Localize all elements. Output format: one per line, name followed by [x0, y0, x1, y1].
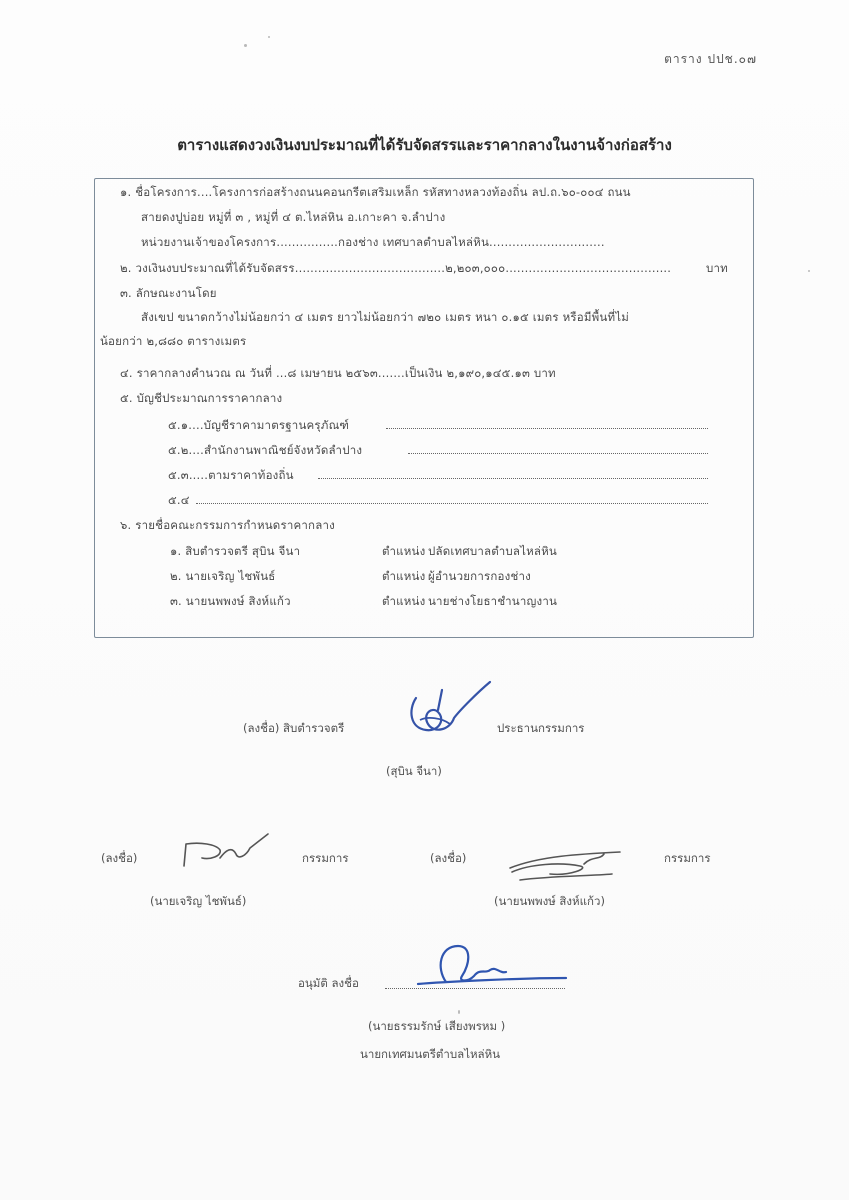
left-signature-mark: [180, 832, 275, 872]
form-code: ตาราง ปปช.๐๗: [664, 52, 757, 66]
committee-2-position-label: ตำแหน่ง: [382, 569, 426, 583]
approval-signature-mark: [410, 938, 570, 994]
item-5-3: ๕.๓.....ตามราคาท้องถิ่น: [168, 468, 294, 482]
owner-unit-label: หน่วยงานเจ้าของโครงการ: [141, 235, 277, 249]
item-5-2: ๕.๒....สำนักงานพาณิชย์จังหวัดลำปาง: [168, 443, 363, 457]
item-3-line-2: น้อยกว่า ๒,๘๘๐ ตารางเมตร: [100, 334, 247, 348]
document-title: ตารางแสดงวงเงินงบประมาณที่ได้รับจัดสรรและราคากลางในงานจ้างก่อสร้าง: [177, 136, 672, 154]
committee-1-name: ๑. สิบตำรวจตรี สุบิน จีนา: [170, 544, 301, 558]
scan-speck: [244, 44, 247, 47]
left-name: (นายเจริญ ไชพันธ์): [150, 894, 247, 908]
item-5-1-dotline: [386, 428, 708, 429]
item-1-project-name: โครงการก่อสร้างถนนคอนกรีตเสริมเหล็ก รหัสทางหลวงท้องถิ่น ลป.ถ.๖๐-๐๐๔ ถนน: [212, 185, 631, 199]
item-5-4-dotline: [196, 503, 708, 504]
item-4-line: ๔. ราคากลางคำนวณ ณ วันที่ ...๘ เมษายน ๒๕๖๓.......เป็นเงิน ๒,๑๙๐,๑๔๕.๑๓ บาท: [120, 366, 556, 380]
approve-sign-label: อนุมัติ ลงชื่อ: [298, 976, 359, 990]
item-5-3-dotline: [318, 478, 708, 479]
committee-1-position: ปลัดเทศบาลตำบลไหล่หิน: [428, 544, 557, 558]
item-1-line-3: หน่วยงานเจ้าของโครงการ................กองช่าง เทศบาลตำบลไหล่หิน..............................: [141, 235, 605, 249]
committee-1-position-label: ตำแหน่ง: [382, 544, 426, 558]
item-1-line-2: สายดงปูบ่อย หมู่ที่ ๓ , หมู่ที่ ๔ ต.ไหล่หิน อ.เกาะคา จ.ลำปาง: [141, 210, 446, 224]
committee-3-position: นายช่างโยธาชำนาญงาน: [428, 594, 558, 608]
item-3-line-1: สังเขป ขนาดกว้างไม่น้อยกว่า ๔ เมตร ยาวไม่น้อยกว่า ๗๒๐ เมตร หนา ๐.๑๕ เมตร หรือมีพื้นที่ไม่: [141, 310, 630, 324]
left-sign-label: (ลงชื่อ): [101, 851, 138, 865]
item-5-4: ๕.๔: [168, 493, 190, 507]
item-5-2-dotline: [408, 453, 708, 454]
item-5-label: ๕. บัญชีประมาณการราคากลาง: [120, 391, 283, 405]
approve-name: (นายธรรมรักษ์ เสียงพรหม ): [368, 1019, 506, 1033]
budget-unit: บาท: [706, 261, 728, 275]
scan-speck: [268, 36, 270, 38]
chair-sign-label: (ลงชื่อ) สิบตำรวจตรี: [243, 721, 345, 735]
committee-3-position-label: ตำแหน่ง: [382, 594, 426, 608]
approve-position: นายกเทศมนตรีตำบลไหล่หิน: [360, 1047, 501, 1061]
committee-2-name: ๒. นายเจริญ ไชพันธ์: [170, 569, 276, 583]
scan-speck: [458, 1010, 460, 1014]
item-1-label: ๑. ชื่อโครงการ: [120, 185, 197, 199]
scan-speck: [808, 270, 810, 272]
item-1-line-1: ๑. ชื่อโครงการ....โครงการก่อสร้างถนนคอนกรีตเสริมเหล็ก รหัสทางหลวงท้องถิ่น ลป.ถ.๖๐-๐๐๔ ถนน: [120, 185, 631, 199]
right-role: กรรมการ: [664, 851, 711, 865]
committee-3-name: ๓. นายนพพงษ์ สิงห์แก้ว: [170, 594, 291, 608]
item-2-line: ๒. วงเงินงบประมาณที่ได้รับจัดสรร.......................................๒,๒๐๓,๐๐๐...........................................: [120, 261, 672, 275]
right-signature-mark: [500, 846, 625, 886]
item-6-label: ๖. รายชื่อคณะกรรมการกำหนดราคากลาง: [120, 518, 335, 532]
item-2-label: ๒. วงเงินงบประมาณที่ได้รับจัดสรร: [120, 261, 295, 275]
chair-signature-mark: [398, 680, 498, 750]
committee-2-position: ผู้อำนวยการกองช่าง: [428, 569, 531, 583]
owner-unit-value: กองช่าง เทศบาลตำบลไหล่หิน: [338, 235, 490, 249]
item-5-1: ๕.๑....บัญชีราคามาตรฐานครุภัณฑ์: [168, 418, 350, 432]
right-sign-label: (ลงชื่อ): [430, 851, 467, 865]
budget-value: ๒,๒๐๓,๐๐๐: [445, 261, 506, 275]
chair-name: (สุบิน จีนา): [386, 764, 442, 778]
chair-role: ประธานกรรมการ: [497, 721, 585, 735]
right-name: (นายนพพงษ์ สิงห์แก้ว): [494, 894, 605, 908]
left-role: กรรมการ: [302, 851, 349, 865]
item-3-label: ๓. ลักษณะงานโดย: [120, 286, 217, 300]
